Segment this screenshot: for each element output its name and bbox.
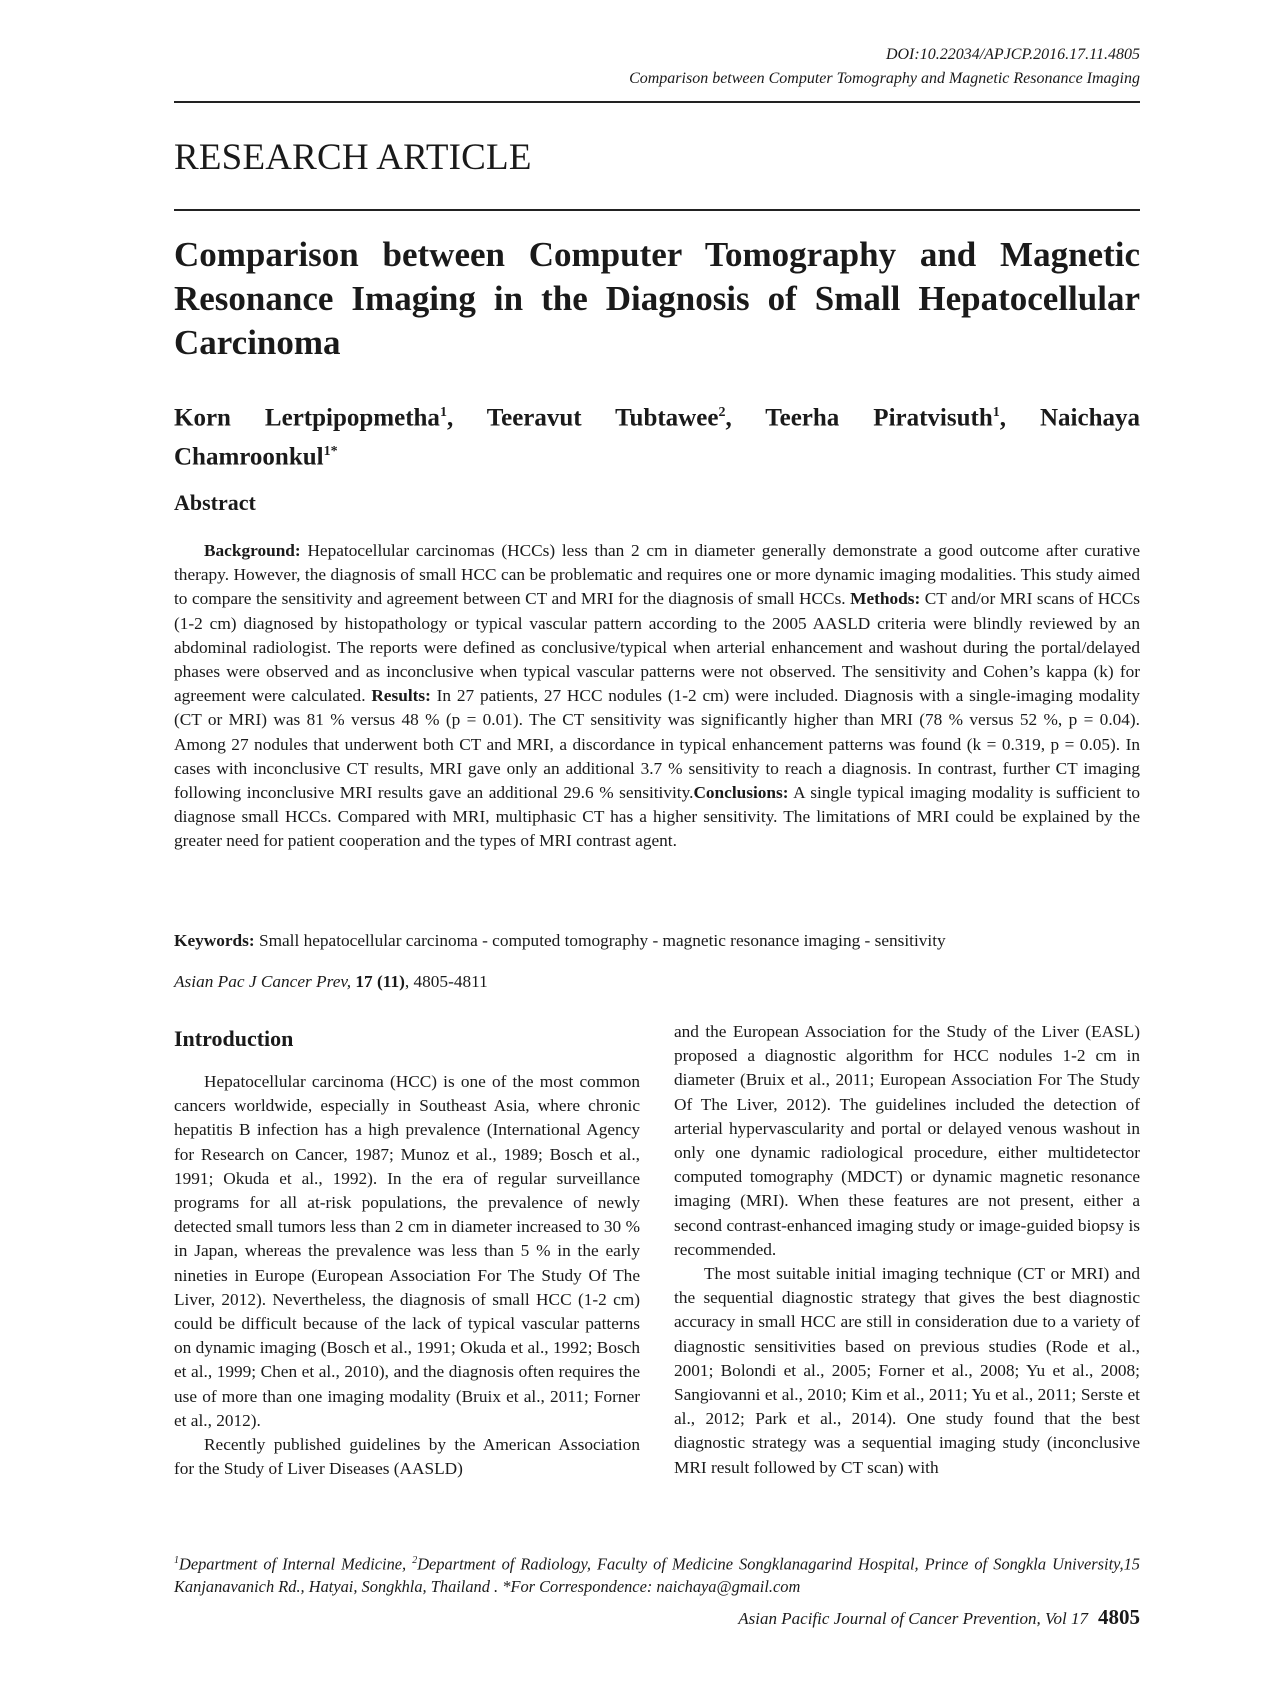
introduction-paragraph: Recently published guidelines by the American Association for the Study of Liver Diseases (AASLD) [174,1435,640,1479]
abstract-results-text: In 27 patients, 27 HCC nodules (1-2 cm) were included. Diagnosis with a single-imaging modality (CT or MRI) was 81 % versus 48 % (p = 0.01). The CT sensitivity was significantly higher than MRI (78 % versus 52 %, p = 0.04). Among 27 nodules that underwent both CT and MRI, a discordance in typical enhancement patterns was found (k = 0.319, p = 0.05). In cases with inconclusive CT results, MRI gave only an additional 3.7 % sensitivity to reach a diagnosis. In contrast, further CT imaging following inconclusive MRI results gave an additional 29.6 % sensitivity. [174,686,1141,803]
abstract-methods-text: CT and/or MRI scans of HCCs (1-2 cm) diagnosed by histopathology or typical vascular pattern according to the 2005 AASLD criteria were blindly reviewed by an abdominal radiologist. The reports were defined as conclusive/typical when arterial enhancement and washout during the portal/delayed phases were observed and as inconclusive when typical vascular patterns were not observed. The sensitivity and Cohen’s kappa (k) for agreement were calculated. [174,589,1140,706]
paper-title: Comparison between Computer Tomography and Magnetic Resonance Imaging in the Diagnosis of Small Hepatocellular Carcinoma [174,235,1140,362]
author-affiliation-mark: 1 [992,405,1000,420]
author-affiliation-mark: 1* [323,444,338,460]
left-column [174,1025,640,1481]
author-affiliation-mark: 1 [439,405,447,420]
title-rule [174,209,1140,211]
author-separator: , [725,404,766,432]
affiliation-mark: 1 [174,1555,179,1566]
abstract-conclusions-text: A single typical imaging modality is sufficient to diagnose small HCCs. Compared with MRI, multiphasic CT has a higher sensitivity. The limitations of MRI could be explained by the greater need for patient cooperation and the types of MRI contrast agent. [174,783,1140,851]
author-name: Teeravut Tubtawee [486,404,719,432]
citation [174,970,488,994]
abstract-background-text: Hepatocellular carcinomas (HCCs) less than 2 cm in diameter generally demonstrate a good outcome after curative therapy. However, the diagnosis of small HCC can be problematic and requires one or more dynamic imaging modalities. This study aimed to compare the sensitivity and agreement between CT and MRI for the diagnosis of small HCCs. [174,541,1140,609]
author-list [174,396,1140,475]
citation-journal: Asian Pac J Cancer Prev, [174,972,352,991]
introduction-heading: Introduction [174,1026,294,1051]
header-running-title: Comparison between Computer Tomography and Magnetic Resonance Imaging [629,70,1140,87]
author-name: Naichaya Chamroonkul [174,404,1140,471]
author-separator: , [446,404,487,432]
page-footer [738,1605,1140,1630]
keywords-text: Small hepatocellular carcinoma - computed tomography - magnetic resonance imaging - sensitivity [254,931,946,950]
header-rule [174,101,1140,103]
affiliation-text: Department of Radiology, Faculty of Medicine Songklanagarind Hospital, Prince of Songkla University,15 Kanjanavanich Rd., Hatyai, Songkhla, Thailand . *For Correspondence: naichaya@gmail.com [174,1554,1140,1597]
keywords [174,929,1140,953]
abstract-body [174,539,1140,854]
author-name: Teerha Piratvisuth [765,404,993,432]
abstract-results-label: Results: [371,686,431,706]
author-separator: , [999,404,1040,432]
author-name: Korn Lertpipopmetha [174,404,440,432]
affiliation-mark: 2 [412,1555,418,1566]
article-type: RESEARCH ARTICLE [174,137,532,178]
footer-journal: Asian Pacific Journal of Cancer Prevention, Vol 17 [738,1609,1088,1628]
author-affiliation-mark: 2 [718,405,726,420]
abstract-heading: Abstract [174,490,256,515]
affiliation-text: Department of Internal Medicine, [179,1554,413,1574]
keywords-label: Keywords: [174,931,255,950]
introduction-paragraph-continued: and the European Association for the Study of the Liver (EASL) proposed a diagnostic algorithm for HCC nodules 1-2 cm in diameter (Bruix et al., 2011; European Association For The Study Of The Liver, 2012). The guidelines included the detection of arterial hypervascularity and portal or delayed venous washout in only one dynamic radiological procedure, either multidetector computed tomography (MDCT) or dynamic magnetic resonance imaging (MRI). When these features are not present, either a second contrast-enhanced imaging study or image-guided biopsy is recommended. [674,1022,1140,1259]
abstract-background-label: Background: [204,541,301,560]
introduction-paragraph: The most suitable initial imaging technique (CT or MRI) and the sequential diagnostic strategy that gives the best diagnostic accuracy in small HCC are still in consideration due to a variety of diagnostic sensitivities based on previous studies (Rode et al., 2001; Bolondi et al., 2005; Forner et al., 2008; Yu et al., 2008; Sangiovanni et al., 2010; Kim et al., 2011; Yu et al., 2011; Serste et al., 2012; Park et al., 2014). One study found that the best diagnostic strategy was a sequential imaging study (inconclusive MRI result followed by CT scan) with [674,1264,1140,1477]
introduction-paragraph: Hepatocellular carcinoma (HCC) is one of the most common cancers worldwide, especially in Southeast Asia, where chronic hepatitis B infection has a high prevalence (International Agency for Research on Cancer, 1987; Munoz et al., 1989; Bosch et al., 1991; Okuda et al., 1992). In the era of regular surveillance programs for all at-risk populations, the prevalence of newly detected small tumors less than 2 cm in diameter increased to 30 % in Japan, whereas the prevalence was less than 5 % in the early nineties in Europe (European Association For The Study Of The Liver, 2012). Nevertheless, the diagnosis of small HCC (1-2 cm) could be difficult because of the lack of typical vascular patterns on dynamic imaging (Bosch et al., 1991; Okuda et al., 1992; Bosch et al., 1999; Chen et al., 2010), and the diagnosis often requires the use of more than one imaging modality (Bruix et al., 2011; Forner et al., 2012). [174,1072,640,1430]
citation-pages: , 4805-4811 [404,972,488,991]
right-column [674,1020,1140,1480]
header-doi: DOI:10.22034/APJCP.2016.17.11.4805 [885,46,1140,63]
affiliations [174,1549,1140,1598]
abstract-conclusions-label: Conclusions: [693,783,789,803]
abstract-methods-label: Methods: [850,589,921,609]
page-number: 4805 [1098,1605,1140,1629]
citation-volume-issue: 17 (11) [355,972,405,991]
